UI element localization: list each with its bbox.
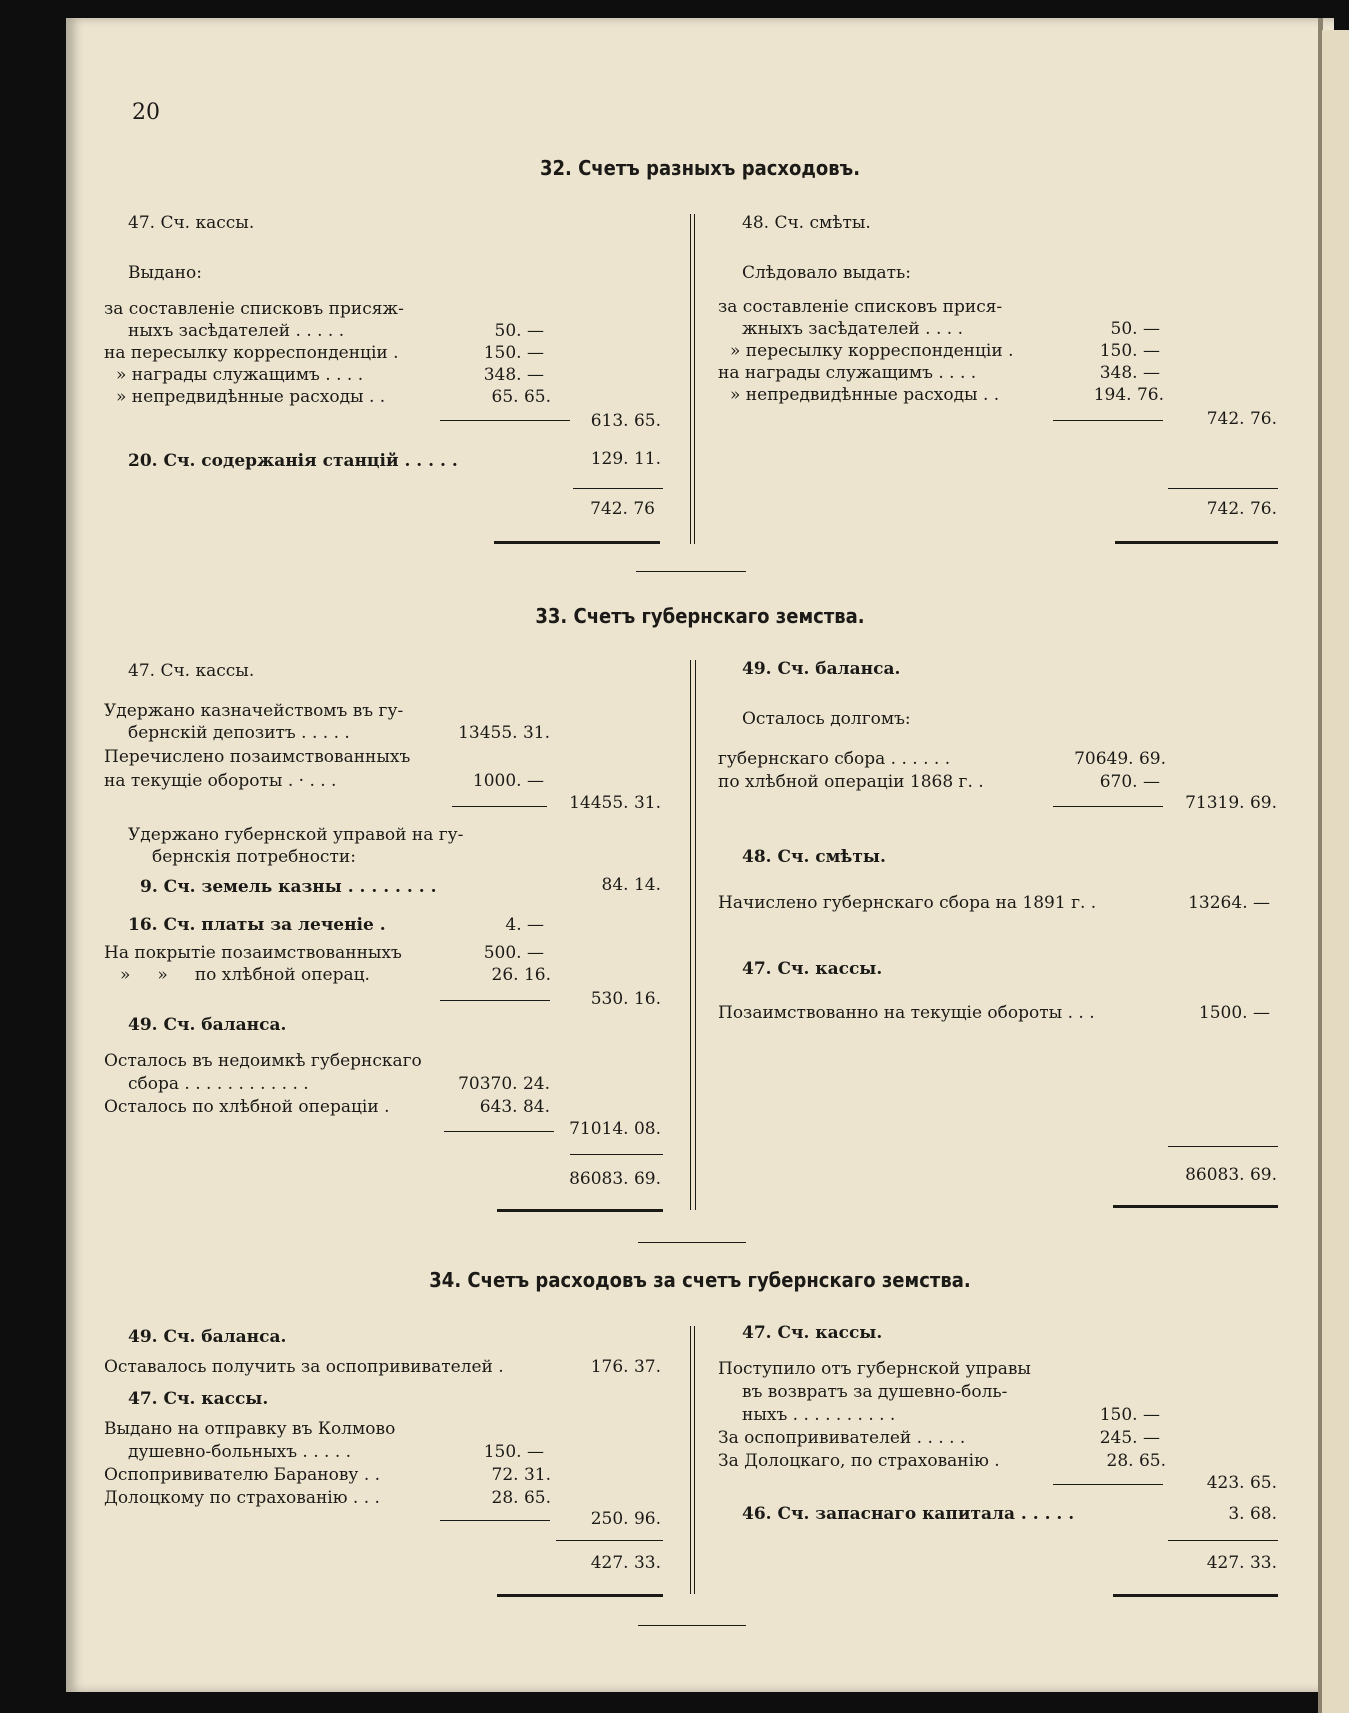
rule: [440, 420, 570, 421]
s33-left-amount: 1000. —: [472, 771, 544, 791]
s34-left-heading: 49. Сч. баланса.: [128, 1327, 287, 1347]
s32-left-line: » награды служащимъ . . . .: [116, 365, 364, 385]
double-rule: [1113, 1205, 1278, 1208]
next-page-edge: [1322, 30, 1349, 1713]
s34-right-amount: 245. —: [1099, 1428, 1160, 1448]
s32-right-amount: 150. —: [1099, 341, 1160, 361]
s34-left-line: Оспопрививателю Баранову . .: [104, 1465, 381, 1485]
s32-right-amount: 50. —: [1110, 319, 1160, 339]
s32-right-subtotal: 742. 76.: [1206, 409, 1277, 429]
s34-right-line: Поступило отъ губернской управы: [718, 1359, 1031, 1379]
s33-left-total: 86083. 69.: [569, 1169, 661, 1189]
rule: [1053, 420, 1163, 421]
s33-right-subheading: Осталось долгомъ:: [742, 709, 911, 729]
s33-left-line: Перечислено позаимствованныхъ: [104, 747, 411, 767]
s34-left-amount: 150. —: [483, 1442, 544, 1462]
column-divider: [690, 1326, 691, 1594]
double-rule: [497, 1594, 663, 1597]
page-number: 20: [132, 100, 160, 125]
rule: [1053, 1484, 1163, 1485]
s32-right-amount: 194. 76.: [1093, 385, 1164, 405]
s33-left-subtotal: 71014. 08.: [569, 1119, 661, 1139]
s34-left-amount: 72. 31.: [491, 1465, 551, 1485]
s32-right-total: 742. 76.: [1206, 499, 1277, 519]
s32-left-line: 20. Сч. содержанія станцій . . . . .: [128, 451, 458, 471]
rule: [452, 806, 547, 807]
s34-left-line: Оставалось получить за оспопрививателей .: [104, 1357, 504, 1377]
s32-left-line: на пересылку корреспонденціи .: [104, 343, 399, 363]
s33-right-amount: 670. —: [1099, 772, 1160, 792]
s32-right-line: жныхъ засѣдателей . . . .: [742, 319, 963, 339]
s34-left-amount: 28. 65.: [491, 1488, 551, 1508]
s33-left-heading: 47. Сч. кассы.: [128, 661, 255, 681]
s34-left-line: Долоцкому по страхованію . . .: [104, 1488, 380, 1508]
s32-right-line: » непредвидѣнные расходы . .: [730, 385, 1000, 405]
column-divider: [690, 660, 691, 1210]
s32-left-amount: 129. 11.: [590, 449, 661, 469]
s33-left-amount: 500. —: [483, 943, 544, 963]
s32-right-amount: 348. —: [1099, 363, 1160, 383]
s32-left-subtotal: 613. 65.: [590, 411, 661, 431]
double-rule: [497, 1209, 663, 1212]
double-rule: [1115, 541, 1278, 544]
column-divider: [690, 214, 691, 544]
s33-left-line: бернскія потребности:: [152, 847, 356, 867]
s32-left-amount: 150. —: [483, 343, 544, 363]
s34-left-line: душевно-больныхъ . . . . .: [128, 1442, 352, 1462]
s33-left-line: Осталось въ недоимкѣ губернскаго: [104, 1051, 422, 1071]
s33-left-line: 9. Сч. земель казны . . . . . . . .: [140, 877, 437, 897]
rule: [440, 1520, 550, 1521]
section-32-title: 32. Счетъ разныхъ расходовъ.: [539, 156, 861, 180]
section-separator: [638, 1242, 746, 1243]
s34-left-amount: 176. 37.: [590, 1357, 661, 1377]
s33-right-heading: 48. Сч. смѣты.: [742, 847, 886, 867]
double-rule: [1113, 1594, 1278, 1597]
s33-right-heading: 49. Сч. баланса.: [742, 659, 901, 679]
s33-left-line: на текущіе обороты . · . . .: [104, 771, 337, 791]
s34-right-line: въ возвратъ за душевно-боль-: [742, 1382, 1008, 1402]
rule: [444, 1131, 554, 1132]
column-divider: [694, 214, 695, 544]
section-33-title: 33. Счетъ губернскаго земства.: [535, 604, 865, 628]
s33-left-line: » » по хлѣбной операц.: [120, 965, 370, 985]
s33-right-line: по хлѣбной операціи 1868 г. .: [718, 772, 984, 792]
s34-right-amount: 150. —: [1099, 1405, 1160, 1425]
s33-left-subtotal: 14455. 31.: [569, 793, 661, 813]
s32-right-line: » пересылку корреспонденціи .: [730, 341, 1014, 361]
s34-right-amount: 28. 65.: [1106, 1451, 1166, 1471]
rule: [1168, 488, 1278, 489]
s32-left-amount: 50. —: [494, 321, 544, 341]
s32-left-amount: 348. —: [483, 365, 544, 385]
rule: [556, 1540, 663, 1541]
section-separator: [638, 1625, 746, 1626]
rule: [1053, 806, 1163, 807]
s33-left-line: Удержано казначействомъ въ гу-: [104, 701, 404, 721]
s33-right-amount: 1500. —: [1198, 1003, 1270, 1023]
rule: [1168, 1146, 1278, 1147]
s33-left-amount: 70370. 24.: [458, 1074, 550, 1094]
column-divider: [694, 1326, 695, 1594]
s33-left-amount: 643. 84.: [479, 1097, 550, 1117]
rule: [1168, 1540, 1278, 1541]
s32-right-line: на награды служащимъ . . . .: [718, 363, 977, 383]
s32-left-line: за составленіе списковъ присяж-: [104, 299, 404, 319]
s32-left-heading: 47. Сч. кассы.: [128, 213, 255, 233]
s33-left-heading: 49. Сч. баланса.: [128, 1015, 287, 1035]
s33-left-line: Осталось по хлѣбной операціи .: [104, 1097, 390, 1117]
s32-right-subheading: Слѣдовало выдать:: [742, 263, 911, 283]
s33-right-total: 86083. 69.: [1185, 1165, 1277, 1185]
s33-left-line: сбора . . . . . . . . . . . .: [128, 1074, 309, 1094]
s33-left-amount: 26. 16.: [491, 965, 551, 985]
s33-right-amount: 70649. 69.: [1074, 749, 1166, 769]
rule: [440, 1000, 550, 1001]
section-separator: [636, 571, 746, 572]
s32-left-line: » непредвидѣнные расходы . .: [116, 387, 386, 407]
s34-right-line: 46. Сч. запаснаго капитала . . . . .: [742, 1504, 1075, 1524]
s32-left-total: 742. 76: [590, 499, 655, 519]
s32-left-subheading: Выдано:: [128, 263, 202, 283]
s34-left-heading: 47. Сч. кассы.: [128, 1389, 269, 1409]
s32-left-amount: 65. 65.: [491, 387, 551, 407]
s34-left-total: 427. 33.: [590, 1553, 661, 1573]
s34-right-subtotal: 423. 65.: [1206, 1473, 1277, 1493]
s34-left-subtotal: 250. 96.: [590, 1509, 661, 1529]
s33-left-subtotal: 530. 16.: [590, 989, 661, 1009]
s34-right-line: За оспопрививателей . . . . .: [718, 1428, 966, 1448]
rule: [570, 1154, 663, 1155]
s33-left-line: 16. Сч. платы за леченіе .: [128, 915, 386, 935]
s34-right-total: 427. 33.: [1206, 1553, 1277, 1573]
s32-right-line: за составленіе списковъ прися-: [718, 297, 1003, 317]
s34-right-heading: 47. Сч. кассы.: [742, 1323, 883, 1343]
section-34-title: 34. Счетъ расходовъ за счетъ губернскаго земства.: [429, 1268, 971, 1292]
s33-left-amount: 84. 14.: [601, 875, 661, 895]
s33-right-line: Начислено губернскаго сбора на 1891 г. .: [718, 893, 1097, 913]
s33-right-subtotal: 71319. 69.: [1185, 793, 1277, 813]
s33-right-line: Позаимствованно на текущіе обороты . . .: [718, 1003, 1095, 1023]
s34-right-amount: 3. 68.: [1228, 1504, 1277, 1524]
s33-right-heading: 47. Сч. кассы.: [742, 959, 883, 979]
s33-left-amount: 13455. 31.: [458, 723, 550, 743]
s32-left-line: ныхъ засѣдателей . . . . .: [128, 321, 345, 341]
s34-right-line: ныхъ . . . . . . . . . .: [742, 1405, 896, 1425]
column-divider: [695, 660, 696, 1210]
s33-left-line: бернскій депозитъ . . . . .: [128, 723, 350, 743]
s32-right-heading: 48. Сч. смѣты.: [742, 213, 871, 233]
s33-left-amount: 4. —: [505, 915, 544, 935]
s34-right-line: За Долоцкаго, по страхованію .: [718, 1451, 1000, 1471]
s33-left-line: Удержано губернской управой на гу-: [128, 825, 464, 845]
double-rule: [494, 541, 660, 544]
s34-left-line: Выдано на отправку въ Колмово: [104, 1419, 396, 1439]
s33-left-line: На покрытіе позаимствованныхъ: [104, 943, 402, 963]
s33-right-line: губернскаго сбора . . . . . .: [718, 749, 951, 769]
s33-right-amount: 13264. —: [1188, 893, 1270, 913]
rule: [573, 488, 663, 489]
